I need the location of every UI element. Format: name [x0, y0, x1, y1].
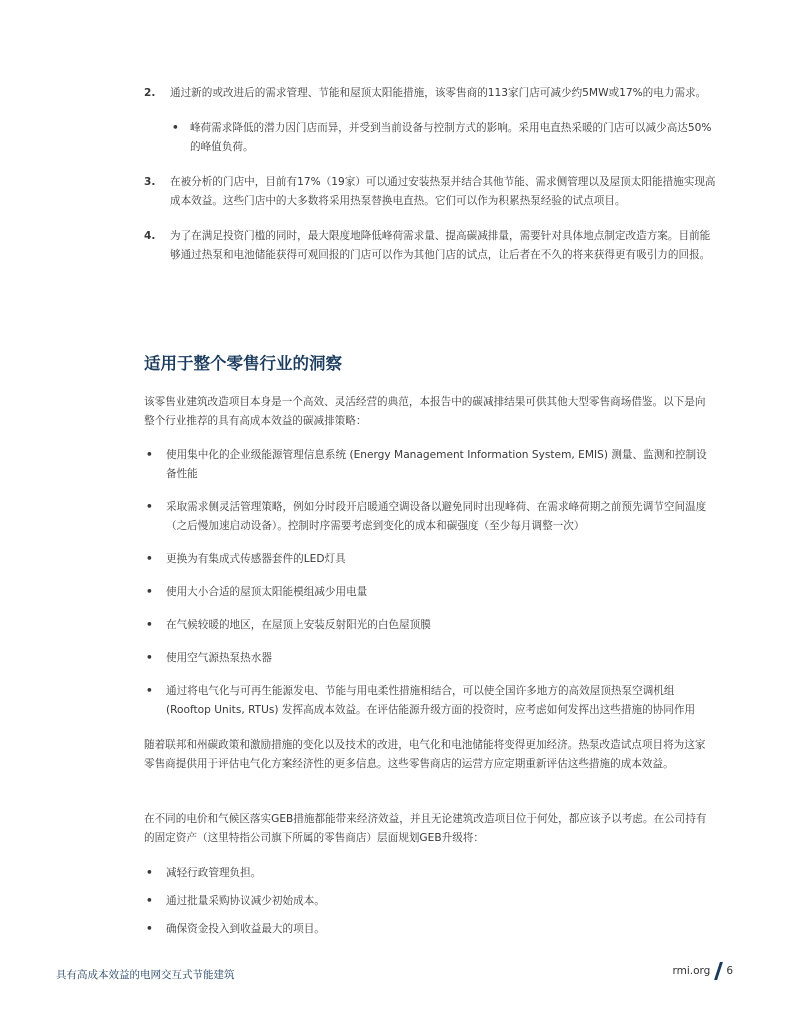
list-item-text: 更换为有集成式传感器套件的LED灯具: [166, 553, 346, 565]
section-heading: 适用于整个零售行业的洞察: [144, 354, 342, 373]
list-item: [144, 583, 716, 602]
item-number: 3.: [144, 176, 156, 188]
list-item: [144, 446, 716, 484]
list-item-text: 在气候较暖的地区，在屋顶上安装反射阳光的白色屋顶膜: [166, 619, 431, 631]
list-item-text: 减轻行政管理负担。: [166, 867, 262, 879]
list-item: [144, 616, 716, 635]
list-item-3: [144, 173, 716, 211]
list-item: [144, 649, 716, 668]
bullet-icon: •: [146, 501, 153, 513]
list-item: [144, 498, 716, 536]
list-item-text: 通过批量采购协议减少初始成本。: [166, 895, 325, 907]
footer-page-info: [672, 962, 733, 980]
bullet-icon: •: [146, 619, 153, 631]
paragraph-policy: 随着联邦和州碳政策和激励措施的变化以及技术的改进，电气化和电池储能将变得更加经济。热泵改造试点项目将为这家零售商提供用于评估电气化方案经济性的更多信息。这些零售商店的运营方应定期重新评估这些措施的成本效益。: [144, 739, 706, 770]
list-item: [144, 892, 716, 911]
list-item: [144, 920, 716, 939]
sub-bullet-item: [144, 119, 716, 157]
strategy-list: [144, 446, 716, 720]
item-number: 4.: [144, 230, 156, 242]
bullet-icon: •: [146, 923, 153, 935]
paragraph-geb: 在不同的电价和气候区落实GEB措施都能带来经济效益，并且无论建筑改造项目位于何处，都应该予以考虑。在公司持有的固定资产（这里特指公司旗下所属的零售商店）层面规划GEB升级将：: [144, 813, 707, 844]
bullet-icon: •: [146, 586, 153, 598]
bullet-icon: •: [146, 553, 153, 565]
bullet-icon: •: [146, 867, 153, 879]
benefit-list: [144, 864, 716, 939]
bullet-icon: •: [146, 685, 153, 697]
footer-site-link[interactable]: rmi.org: [672, 965, 711, 977]
bullet-icon: •: [146, 449, 153, 461]
sub-bullet-text: 峰荷需求降低的潜力因门店而异，并受到当前设备与控制方式的影响。采用电直热采暖的门店可以减少高达50%的峰值负荷。: [190, 122, 712, 153]
item-text: 在被分析的门店中，目前有17%（19家）可以通过安装热泵并结合其他节能、需求侧管理以及屋顶太阳能措施实现高成本效益。这些门店中的大多数将采用热泵替换电直热。它们可以作为积累热泵经验的试点项目。: [170, 176, 716, 207]
page-number: 6: [726, 965, 733, 977]
list-item-4: [144, 227, 716, 265]
list-item-text: 确保资金投入到收益最大的项目。: [166, 923, 325, 935]
numbered-list: [144, 84, 716, 265]
list-item-text: 通过将电气化与可再生能源发电、节能与用电柔性措施相结合，可以使全国许多地方的高效屋顶热泵空调机组(Rooftop Units, RTUs) 发挥高成本效益。在评估能源升级方面的投资时，应考虑如何发挥出这些措施的协同作用: [166, 685, 696, 716]
list-item-text: 使用集中化的企业级能源管理信息系统 (Energy Management Information System, EMIS) 测量、监测和控制设备性能: [166, 449, 707, 480]
list-item: [144, 550, 716, 569]
list-item-text: 使用空气源热泵热水器: [166, 652, 272, 664]
item-number: 2.: [144, 87, 156, 99]
slash-divider-icon: [714, 962, 722, 980]
list-item: [144, 864, 716, 883]
bullet-icon: •: [146, 895, 153, 907]
footer-title: 具有高成本效益的电网交互式节能建筑: [56, 969, 235, 981]
bullet-icon: •: [172, 122, 179, 134]
list-item-text: 使用大小合适的屋顶太阳能模组减少用电量: [166, 586, 368, 598]
item-text: 为了在满足投资门槛的同时，最大限度地降低峰荷需求量、提高碳减排量，需要针对具体地点制定改造方案。目前能够通过热泵和电池储能获得可观回报的门店可以作为其他门店的试点，让后者在不久的将来获得更有吸引力的回报。: [170, 230, 711, 261]
bullet-icon: •: [146, 652, 153, 664]
intro-paragraph: 该零售业建筑改造项目本身是一个高效、灵活经营的典范，本报告中的碳减排结果可供其他大型零售商场借鉴。以下是向整个行业推荐的具有高成本效益的碳减排策略：: [144, 396, 706, 427]
list-item: [144, 682, 716, 720]
list-item-2: [144, 84, 716, 103]
item-text: 通过新的或改进后的需求管理、节能和屋顶太阳能措施，该零售商的113家门店可减少约5MW或17%的电力需求。: [170, 87, 707, 99]
list-item-text: 采取需求侧灵活管理策略，例如分时段开启暖通空调设备以避免同时出现峰荷、在需求峰荷期之前预先调节空间温度（之后慢加速启动设备）。控制时序需要考虑到变化的成本和碳强度（至少每月调整一次）: [166, 501, 707, 532]
